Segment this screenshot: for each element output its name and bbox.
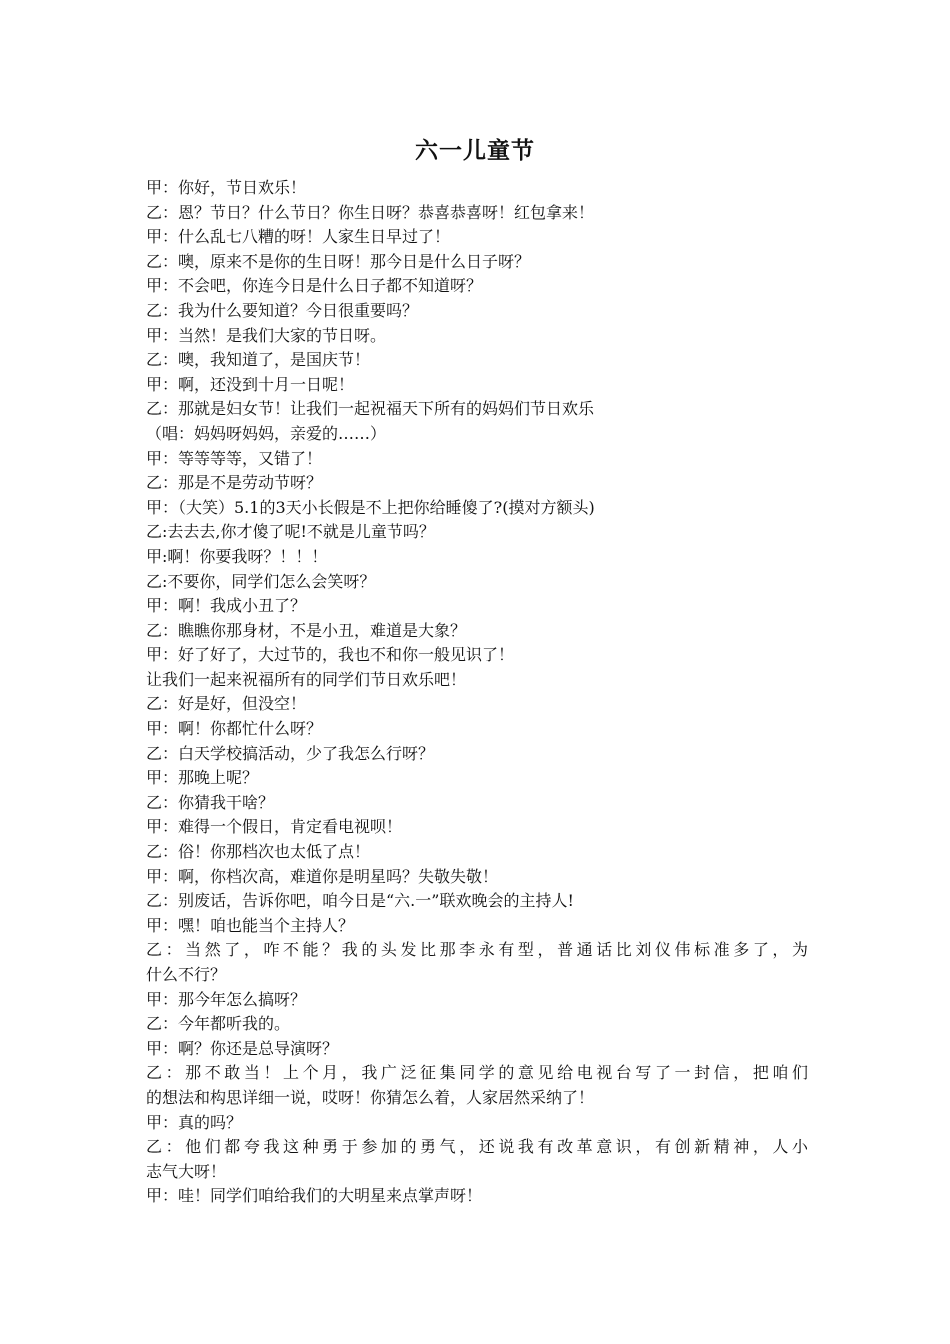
dialogue-line: 甲：（大笑）5.1的3天小长假是不上把你给睡傻了?(摸对方额头): [146, 497, 595, 517]
dialogue-line: 乙：噢，我知道了，是国庆节！: [146, 350, 371, 370]
dialogue-line: 甲：嘿！咱也能当个主持人？: [146, 915, 355, 935]
dialogue-line: 乙：他们都夸我这种勇于参加的勇气，还说我有改革意识，有创新精神，人小: [146, 1137, 808, 1157]
dialogue-line: 乙：白天学校搞活动，少了我怎么行呀？: [146, 743, 435, 763]
dialogue-line: 甲：真的吗？: [146, 1112, 243, 1132]
dialogue-line: 甲：啊！我成小丑了？: [146, 596, 307, 616]
dialogue-line: 乙:不要你，同学们怎么会笑呀？: [146, 571, 376, 591]
dialogue-line: 乙：那不敢当！上个月，我广泛征集同学的意见给电视台写了一封信，把咱们: [146, 1063, 808, 1083]
dialogue-line: 甲：啊，你档次高，难道你是明星吗？失敬失敬！: [146, 866, 499, 886]
dialogue-line: 乙：当然了，咋不能？我的头发比那李永有型，普通话比刘仪伟标准多了，为: [146, 940, 808, 960]
dialogue-line: 甲：哇！同学们咱给我们的大明星来点掌声呀！: [146, 1186, 483, 1206]
dialogue-line: 乙：别废话，告诉你吧，咱今日是“六.一”联欢晚会的主持人!: [146, 891, 574, 911]
dialogue-line: 乙：那是不是劳动节呀？: [146, 473, 323, 493]
dialogue-line: 让我们一起来祝福所有的同学们节日欢乐吧！: [146, 669, 467, 689]
dialogue-line: 乙：瞧瞧你那身材，不是小丑，难道是大象？: [146, 620, 467, 640]
dialogue-line: 什么不行？: [146, 965, 227, 984]
dialogue-line: 乙：好是好，但没空！: [146, 694, 307, 714]
dialogue-line: 乙:去去去,你才傻了呢!不就是儿童节吗？: [146, 522, 435, 542]
dialogue-body: [146, 176, 808, 1209]
dialogue-line: 甲：你好，节日欢乐！: [146, 178, 307, 197]
dialogue-line: 甲：难得一个假日，肯定看电视呗！: [146, 817, 403, 837]
dialogue-line: （唱：妈妈呀妈妈，亲爱的……）: [146, 423, 387, 443]
dialogue-line: 乙：恩？节日？什么节日？你生日呀？恭喜恭喜呀！红包拿来！: [146, 202, 595, 222]
dialogue-line: 乙：今年都听我的。: [146, 1014, 291, 1034]
dialogue-line: 甲：不会吧，你连今日是什么日子都不知道呀？: [146, 276, 483, 296]
dialogue-line: 甲：等等等等，又错了！: [146, 448, 323, 468]
dialogue-line: 甲：好了好了，大过节的，我也不和你一般见识了！: [146, 645, 515, 665]
dialogue-line: 甲:啊！你要我呀？！！！: [146, 546, 328, 566]
dialogue-line: 乙：我为什么要知道？今日很重要吗？: [146, 300, 419, 320]
dialogue-line: 志气大呀！: [146, 1161, 227, 1181]
dialogue-line: 甲：啊！你都忙什么呀？: [146, 719, 323, 739]
dialogue-line: 的想法和构思详细一说，哎呀！你猜怎么着，人家居然采纳了！: [146, 1087, 595, 1107]
dialogue-line: 乙：你猜我干啥？: [146, 792, 275, 812]
dialogue-line: 甲：什么乱七八糟的呀！人家生日早过了！: [146, 227, 451, 247]
document-title: 六一儿童节: [415, 138, 535, 164]
dialogue-line: 乙：噢，原来不是你的生日呀！那今日是什么日子呀？: [146, 251, 531, 271]
dialogue-line: 甲：啊？你还是总导演呀？: [146, 1038, 339, 1058]
dialogue-line: 甲：当然！是我们大家的节日呀。: [146, 325, 387, 345]
dialogue-line: 乙：俗！你那档次也太低了点！: [146, 842, 371, 862]
dialogue-line: 乙：那就是妇女节！让我们一起祝福天下所有的妈妈们节日欢乐: [146, 399, 595, 419]
dialogue-line: 甲：那晚上呢？: [146, 768, 259, 788]
dialogue-line: 甲：啊，还没到十月一日呢！: [146, 374, 355, 394]
dialogue-line: 甲：那今年怎么搞呀？: [146, 989, 307, 1009]
